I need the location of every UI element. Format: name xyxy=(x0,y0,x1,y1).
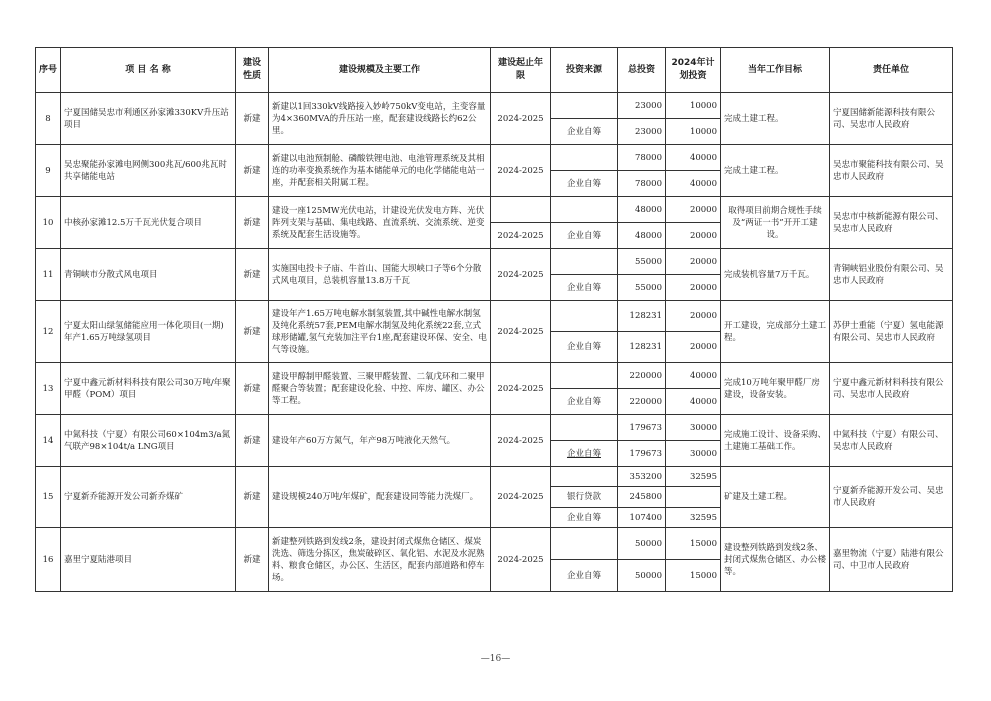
row-total: 220000 xyxy=(618,363,666,389)
row-source: 企业自筹 xyxy=(551,275,618,301)
header-name: 项 目 名 称 xyxy=(61,48,236,93)
row-source: 企业自筹 xyxy=(551,223,618,249)
row-nature: 新建 xyxy=(236,528,269,592)
row-total: 23000 xyxy=(618,93,666,119)
row-plan: 40000 xyxy=(666,363,721,389)
row-plan: 40000 xyxy=(666,171,721,197)
row-plan: 20000 xyxy=(666,197,721,223)
header-row xyxy=(36,48,953,93)
row-source xyxy=(551,145,618,171)
row-source xyxy=(551,197,618,223)
row-goal: 完成土建工程。 xyxy=(721,93,830,145)
row-unit: 嘉里物流（宁夏）陆港有限公司、中卫市人民政府 xyxy=(830,528,953,592)
row-name: 嘉里宁夏陆港项目 xyxy=(61,528,236,592)
row-unit: 中氮科技（宁夏）有限公司、吴忠市人民政府 xyxy=(830,415,953,467)
row-plan: 30000 xyxy=(666,415,721,441)
row-total: 50000 xyxy=(618,528,666,560)
row-unit: 青铜峡铝业股份有限公司、吴忠市人民政府 xyxy=(830,249,953,301)
table-row xyxy=(36,145,953,171)
row-name: 宁夏太阳山绿氢储能应用一体化项目(一期)年产1.65万吨绿氢项目 xyxy=(61,301,236,363)
row-scope: 建设年产60万方氮气，年产98万吨液化天然气。 xyxy=(269,415,491,467)
row-name: 中氮科技（宁夏）有限公司60×104m3/a氮气联产98×104t/a LNG项目 xyxy=(61,415,236,467)
table-row xyxy=(36,93,953,119)
row-plan: 30000 xyxy=(666,441,721,467)
table-row xyxy=(36,415,953,441)
row-source: 企业自筹 xyxy=(551,119,618,145)
row-name: 宁夏中鑫元新材料科技有限公司30万吨/年聚甲醛（POM）项目 xyxy=(61,363,236,415)
row-period: 2024-2025 xyxy=(491,93,551,145)
row-no: 11 xyxy=(36,249,61,301)
row-goal: 建设整列铁路到发线2条、封闭式煤焦仓储区、办公楼等。 xyxy=(721,528,830,592)
row-no: 16 xyxy=(36,528,61,592)
row-plan: 20000 xyxy=(666,332,721,363)
row-scope: 新建以1回330kV线路接入妙岭750kV变电站，主变容量为4×360MVA的升压站一座，配套建设线路长约62公里。 xyxy=(269,93,491,145)
row-total: 50000 xyxy=(618,560,666,592)
row-period-empty xyxy=(491,197,551,223)
row-goal: 完成施工设计、设备采购、土建施工基础工作。 xyxy=(721,415,830,467)
row-source: 企业自筹 xyxy=(551,389,618,415)
row-scope: 新建整列铁路到发线2条，建设封闭式煤焦仓储区、煤炭洗选、筛选分拣区，焦炭破碎区、氧化铝、水泥及水泥熟料、粮食仓储区，办公区、生活区，配套内部道路和停车场。 xyxy=(269,528,491,592)
row-goal: 取得项目前期合规性手续及“两证一书”开开工建设。 xyxy=(721,197,830,249)
row-scope: 建设甲醇制甲醛装置、三聚甲醛装置、二氧戊环和二聚甲醛聚合等装置；配套建设化验、中控、库房、罐区、办公等工程。 xyxy=(269,363,491,415)
row-source: 企业自筹 xyxy=(551,171,618,197)
row-nature: 新建 xyxy=(236,93,269,145)
table-row xyxy=(36,301,953,332)
row-total: 179673 xyxy=(618,441,666,467)
row-scope: 建设一座125MW光伏电站，计建设光伏发电方阵、光伏阵列支架与基础、集电线路、直流系统、交流系统、逆变系统及配套生活设施等。 xyxy=(269,197,491,249)
row-total: 78000 xyxy=(618,145,666,171)
table-row xyxy=(36,467,953,487)
row-goal: 完成10万吨年聚甲醛厂房建设，设备安装。 xyxy=(721,363,830,415)
row-nature: 新建 xyxy=(236,145,269,197)
row-period: 2024-2025 xyxy=(491,528,551,592)
row-no: 10 xyxy=(36,197,61,249)
table-row xyxy=(36,528,953,560)
row-source: 银行贷款 xyxy=(551,487,618,508)
row-period: 2024-2025 xyxy=(491,301,551,363)
row-source xyxy=(551,415,618,441)
row-nature: 新建 xyxy=(236,467,269,528)
row-plan: 40000 xyxy=(666,389,721,415)
row-nature: 新建 xyxy=(236,415,269,467)
row-goal: 矿建及土建工程。 xyxy=(721,467,830,528)
row-source xyxy=(551,363,618,389)
row-no: 9 xyxy=(36,145,61,197)
row-plan: 15000 xyxy=(666,560,721,592)
row-total: 179673 xyxy=(618,415,666,441)
row-period: 2024-2025 xyxy=(491,415,551,467)
table-row xyxy=(36,249,953,275)
row-plan: 20000 xyxy=(666,301,721,332)
row-source: 企业自筹 xyxy=(551,560,618,592)
header-period: 建设起止年限 xyxy=(491,48,551,93)
row-source xyxy=(551,528,618,560)
header-scope: 建设规模及主要工作 xyxy=(269,48,491,93)
row-no: 13 xyxy=(36,363,61,415)
row-scope: 建设年产1.65万吨电解水制氢装置,其中碱性电解水制氢及纯化系统57套,PEM电解水制氢及纯化系统22套,立式球形储罐,氢气充装加注平台1座,配套建设环保、安全、电气等设施。 xyxy=(269,301,491,363)
row-source xyxy=(551,249,618,275)
row-total: 245800 xyxy=(618,487,666,508)
row-nature: 新建 xyxy=(236,301,269,363)
row-source xyxy=(551,93,618,119)
row-plan: 20000 xyxy=(666,275,721,301)
row-unit: 吴忠市中核新能源有限公司、吴忠市人民政府 xyxy=(830,197,953,249)
header-plan2024: 2024年计划投资 xyxy=(666,48,721,93)
row-total: 107400 xyxy=(618,508,666,528)
header-source: 投资来源 xyxy=(551,48,618,93)
row-total: 220000 xyxy=(618,389,666,415)
row-plan: 32595 xyxy=(666,467,721,487)
row-source xyxy=(551,467,618,487)
header-unit: 责任单位 xyxy=(830,48,953,93)
row-source: 企业自筹 xyxy=(551,332,618,363)
row-total: 23000 xyxy=(618,119,666,145)
row-scope: 新建以电池预制舱、磷酸铁锂电池、电池管理系统及其相连的功率变换系统作为基本储能单元的电化学储能电站一座，并配套相关附属工程。 xyxy=(269,145,491,197)
row-plan: 32595 xyxy=(666,508,721,528)
row-no: 14 xyxy=(36,415,61,467)
row-name: 宁夏新乔能源开发公司新乔煤矿 xyxy=(61,467,236,528)
row-total: 78000 xyxy=(618,171,666,197)
row-plan xyxy=(666,487,721,508)
row-unit: 宁夏新乔能源开发公司、吴忠市人民政府 xyxy=(830,467,953,528)
row-total: 128231 xyxy=(618,301,666,332)
row-unit: 宁夏国储新能源科技有限公司、吴忠市人民政府 xyxy=(830,93,953,145)
row-goal: 完成装机容量7万千瓦。 xyxy=(721,249,830,301)
row-no: 12 xyxy=(36,301,61,363)
row-period: 2024-2025 xyxy=(491,145,551,197)
row-total: 55000 xyxy=(618,249,666,275)
header-total: 总投资 xyxy=(618,48,666,93)
row-total: 353200 xyxy=(618,467,666,487)
header-goal: 当年工作目标 xyxy=(721,48,830,93)
row-plan: 20000 xyxy=(666,249,721,275)
row-period: 2024-2025 xyxy=(491,223,551,249)
row-period: 2024-2025 xyxy=(491,249,551,301)
row-source: 企业自筹 xyxy=(551,441,618,467)
row-nature: 新建 xyxy=(236,363,269,415)
row-total: 128231 xyxy=(618,332,666,363)
row-goal: 完成土建工程。 xyxy=(721,145,830,197)
row-unit: 苏伊士重能（宁夏）氢电能源有限公司、吴忠市人民政府 xyxy=(830,301,953,363)
row-scope: 建设规模240万吨/年煤矿，配套建设同等能力洗煤厂。 xyxy=(269,467,491,528)
row-no: 15 xyxy=(36,467,61,528)
row-name: 吴忠聚能孙家滩电网侧300兆瓦/600兆瓦时共享储能电站 xyxy=(61,145,236,197)
row-total: 55000 xyxy=(618,275,666,301)
header-nature: 建设性质 xyxy=(236,48,269,93)
row-goal: 开工建设，完成部分土建工程。 xyxy=(721,301,830,363)
row-plan: 15000 xyxy=(666,528,721,560)
row-period: 2024-2025 xyxy=(491,467,551,528)
row-total: 48000 xyxy=(618,223,666,249)
page-number: —16— xyxy=(480,654,511,664)
row-name: 中核孙家滩12.5万千瓦光伏复合项目 xyxy=(61,197,236,249)
table-row xyxy=(36,363,953,389)
row-name: 青铜峡市分散式风电项目 xyxy=(61,249,236,301)
table-row xyxy=(36,197,953,223)
row-plan: 10000 xyxy=(666,119,721,145)
row-source xyxy=(551,301,618,332)
row-total: 48000 xyxy=(618,197,666,223)
row-source: 企业自筹 xyxy=(551,508,618,528)
row-name: 宁夏国储吴忠市利通区孙家滩330KV升压站项目 xyxy=(61,93,236,145)
row-no: 8 xyxy=(36,93,61,145)
row-plan: 40000 xyxy=(666,145,721,171)
row-unit: 宁夏中鑫元新材料科技有限公司、吴忠市人民政府 xyxy=(830,363,953,415)
row-plan: 10000 xyxy=(666,93,721,119)
row-scope: 实施国电投卡子庙、牛首山、国能大坝峡口子等6个分散式风电项目，总装机容量13.8万千瓦 xyxy=(269,249,491,301)
row-unit: 吴忠市聚能科技有限公司、吴忠市人民政府 xyxy=(830,145,953,197)
row-nature: 新建 xyxy=(236,249,269,301)
row-nature: 新建 xyxy=(236,197,269,249)
row-plan: 20000 xyxy=(666,223,721,249)
project-table xyxy=(35,47,953,592)
header-no: 序号 xyxy=(36,48,61,93)
row-period: 2024-2025 xyxy=(491,363,551,415)
